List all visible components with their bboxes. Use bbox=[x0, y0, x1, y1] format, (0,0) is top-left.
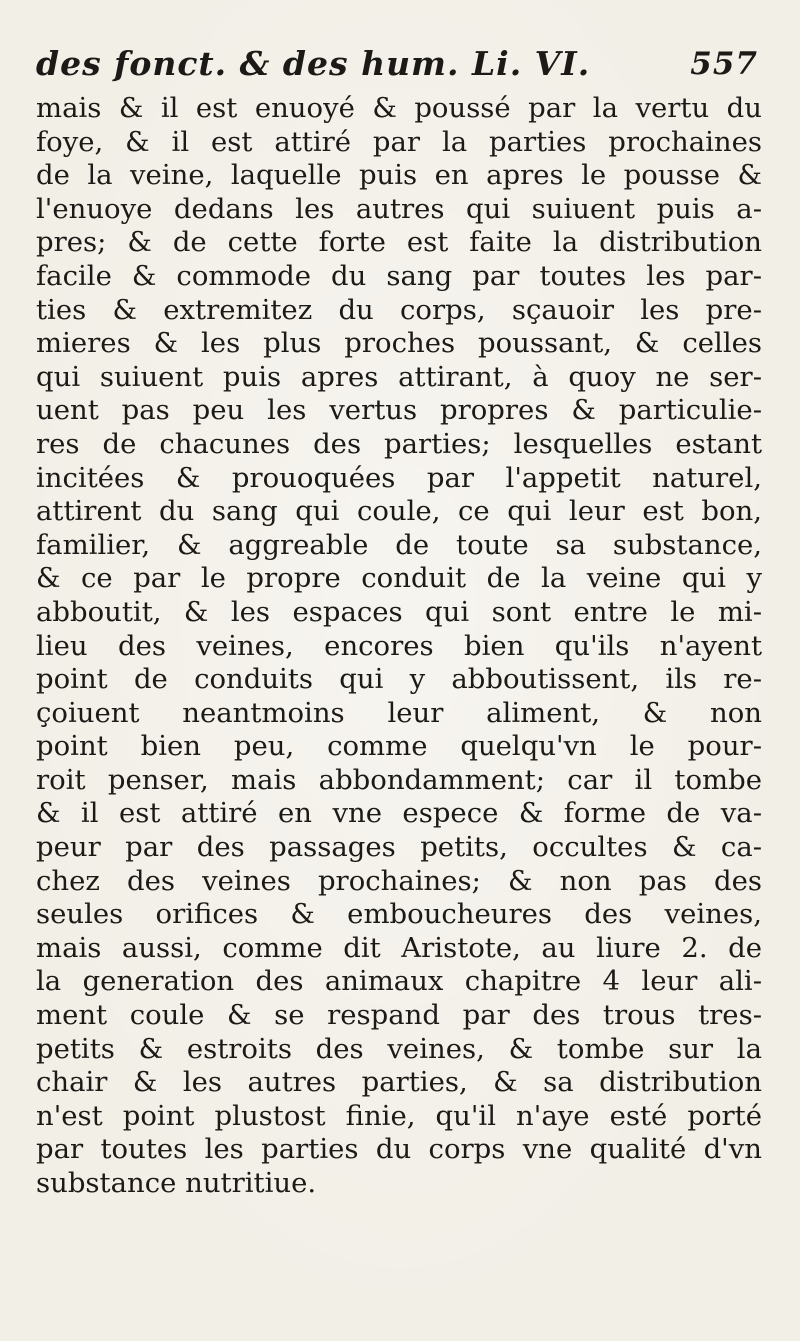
text-line: abboutit, & les espaces qui sont entre le mi- bbox=[36, 595, 762, 628]
text-line: l'enuoye dedans les autres qui suiuent puis a- bbox=[36, 192, 762, 225]
text-line: foye, & il est attiré par la parties prochaines bbox=[36, 125, 762, 158]
text-line: incitées & prouoquées par l'appetit naturel, bbox=[36, 461, 762, 494]
text-line: la generation des animaux chapitre 4 leur ali- bbox=[36, 965, 762, 998]
text-line: facile & commode du sang par toutes les par- bbox=[36, 259, 762, 292]
text-line: substance nutritiue. bbox=[36, 1167, 317, 1199]
text-line: mieres & les plus proches poussant, & celles bbox=[36, 327, 762, 360]
text-line: pres; & de cette forte est faite la distribution bbox=[36, 226, 762, 259]
text-line: point de conduits qui y abboutissent, ils re- bbox=[36, 663, 762, 696]
text-line: ment coule & se respand par des trous tres- bbox=[36, 999, 762, 1032]
text-line: res de chacunes des parties; lesquelles estant bbox=[36, 427, 762, 460]
text-line: peur par des passages petits, occultes & ca- bbox=[36, 831, 762, 864]
text-line: de la veine, laquelle puis en apres le pousse & bbox=[36, 159, 762, 192]
text-line: roit penser, mais abbondamment; car il tombe bbox=[36, 763, 762, 796]
text-line: lieu des veines, encores bien qu'ils n'ayent bbox=[36, 629, 762, 662]
text-line: point bien peu, comme quelqu'vn le pour- bbox=[36, 730, 762, 763]
text-line: chair & les autres parties, & sa distribution bbox=[36, 1066, 762, 1099]
body-text bbox=[36, 92, 762, 1201]
text-line: chez des veines prochaines; & non pas des bbox=[36, 864, 762, 897]
running-head-title: des fonct. & des hum. Li. VI. bbox=[36, 44, 591, 83]
text-line: uent pas peu les vertus propres & particulie- bbox=[36, 394, 762, 427]
text-line: mais aussi, comme dit Aristote, au liure 2. de bbox=[36, 931, 762, 964]
text-line: mais & il est enuoyé & poussé par la vertu du bbox=[36, 92, 762, 124]
text-line: n'est point plustost finie, qu'il n'aye esté porté bbox=[36, 1099, 762, 1132]
text-line: & ce par le propre conduit de la veine qui y bbox=[36, 562, 762, 595]
page-number: 557 bbox=[690, 46, 758, 82]
text-line: qui suiuent puis apres attirant, à quoy ne ser- bbox=[36, 360, 762, 393]
text-line: par toutes les parties du corps vne qualité d'vn bbox=[36, 1133, 762, 1166]
running-head bbox=[28, 44, 758, 96]
text-line: çoiuent neantmoins leur aliment, & non bbox=[36, 696, 762, 729]
text-line: petits & estroits des veines, & tombe sur la bbox=[36, 1032, 762, 1065]
text-line: familier, & aggreable de toute sa substance, bbox=[36, 528, 762, 561]
text-line: & il est attiré en vne espece & forme de va- bbox=[36, 797, 762, 830]
text-line: attirent du sang qui coule, ce qui leur est bon, bbox=[36, 495, 762, 528]
text-line: ties & extremitez du corps, sçauoir les pre- bbox=[36, 293, 762, 326]
text-line: seules orifices & emboucheures des veines, bbox=[36, 898, 762, 931]
